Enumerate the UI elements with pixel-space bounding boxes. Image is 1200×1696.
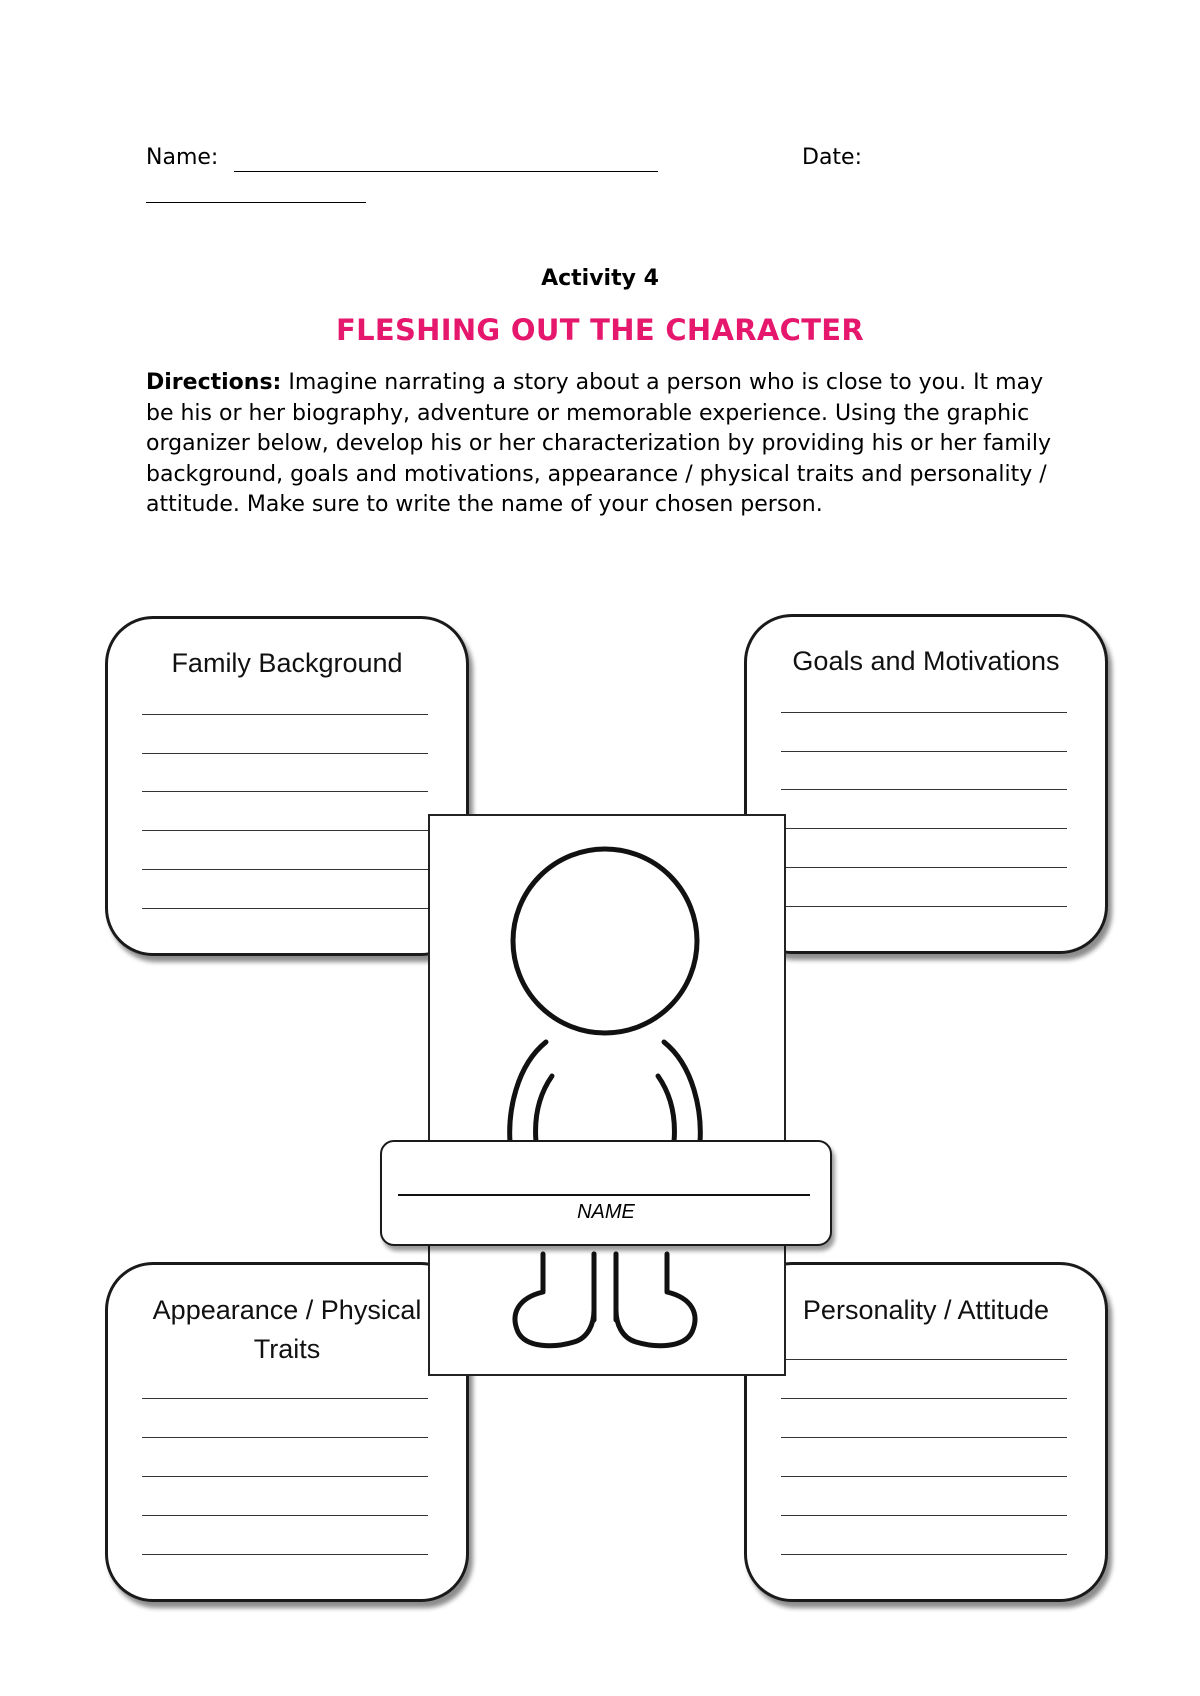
date-field[interactable] (146, 202, 366, 203)
write-line[interactable] (781, 1476, 1067, 1477)
write-line[interactable] (142, 791, 428, 792)
name-write-line[interactable] (398, 1194, 810, 1196)
figure-right-leg (616, 1254, 695, 1346)
write-line[interactable] (781, 712, 1067, 713)
directions (146, 368, 1076, 521)
appearance-title-line1: Appearance / Physical (152, 1295, 422, 1325)
stick-figure-icon (428, 814, 786, 1376)
write-line[interactable] (781, 751, 1067, 752)
write-line[interactable] (142, 1476, 428, 1477)
name-field[interactable] (234, 171, 658, 172)
write-line[interactable] (781, 1554, 1067, 1555)
directions-label: Directions: (146, 370, 282, 395)
write-line[interactable] (142, 1437, 428, 1438)
write-line[interactable] (142, 869, 428, 870)
write-line[interactable] (781, 789, 1067, 790)
name-caption: NAME (577, 1201, 635, 1223)
write-line[interactable] (781, 1398, 1067, 1399)
write-line[interactable] (142, 830, 428, 831)
personality-attitude-card (744, 1262, 1108, 1602)
family-background-title: Family Background (171, 648, 403, 678)
write-line[interactable] (781, 906, 1067, 907)
directions-text: Imagine narrating a story about a person who is close to you. It may be his or her biography, adventure or memorable experience. Using the graphic organizer below, develop his or her characterization by providing his or her family background, goals and motivations, appearance / physical traits and personality / attitude. Make sure to write the name of your chosen person. (146, 370, 1052, 517)
write-line[interactable] (781, 1437, 1067, 1438)
write-line[interactable] (142, 1515, 428, 1516)
write-line[interactable] (142, 908, 428, 909)
write-line[interactable] (781, 1515, 1067, 1516)
activity-heading: Activity 4 (541, 266, 659, 291)
date-label: Date: (802, 145, 862, 170)
figure-crotch (594, 1254, 616, 1320)
appearance-traits-title (108, 1291, 466, 1369)
appearance-traits-card (105, 1262, 469, 1602)
write-line[interactable] (142, 1554, 428, 1555)
figure-right-inner (658, 1076, 674, 1142)
write-line[interactable] (781, 1359, 1067, 1360)
write-line[interactable] (142, 714, 428, 715)
write-line[interactable] (142, 753, 428, 754)
appearance-title-line2: Traits (253, 1334, 321, 1364)
name-label: Name: (146, 145, 219, 170)
write-line[interactable] (781, 867, 1067, 868)
figure-left-inner (536, 1076, 552, 1142)
family-background-card (105, 616, 469, 956)
name-box (380, 1140, 832, 1246)
goals-motivations-title: Goals and Motivations (792, 646, 1060, 676)
personality-attitude-title: Personality / Attitude (802, 1295, 1050, 1325)
figure-left-leg (515, 1254, 594, 1346)
goals-motivations-card (744, 614, 1108, 954)
figure-head (513, 849, 697, 1033)
write-line[interactable] (142, 1398, 428, 1399)
worksheet-title: FLESHING OUT THE CHARACTER (335, 313, 865, 347)
write-line[interactable] (781, 828, 1067, 829)
